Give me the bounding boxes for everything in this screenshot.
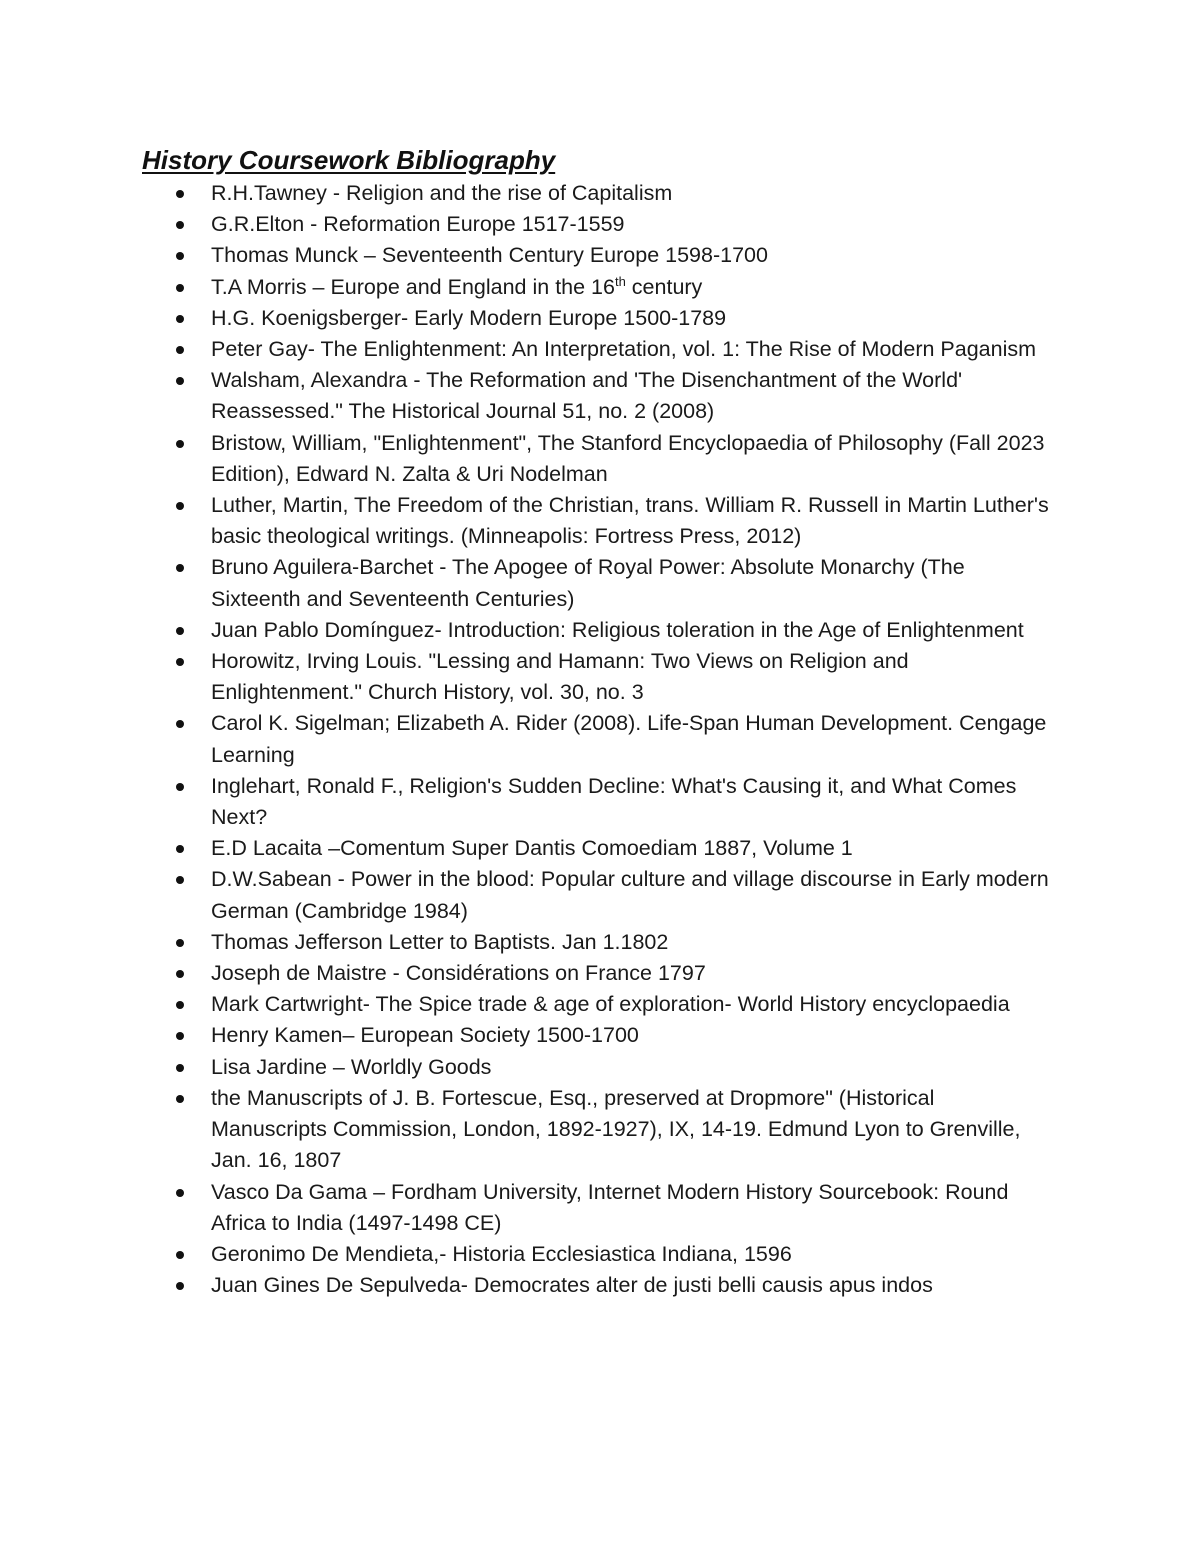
entry-text: R.H.Tawney - Religion and the rise of Capitalism bbox=[211, 181, 673, 205]
bullet-icon bbox=[176, 1095, 184, 1103]
bullet-icon bbox=[176, 1282, 184, 1290]
entry-text-main: T.A Morris – Europe and England in the 16 bbox=[211, 274, 615, 299]
list-item bbox=[0, 958, 1051, 989]
entry-text: Luther, Martin, The Freedom of the Christian, trans. William R. Russell in Martin Luther's basic theological writings. (Minneapolis: Fortress Press, 2012) bbox=[211, 493, 1049, 549]
list-item bbox=[0, 864, 1051, 926]
entry-text: Inglehart, Ronald F., Religion's Sudden Decline: What's Causing it, and What Comes Next? bbox=[211, 773, 1017, 830]
entry-text: Walsham, Alexandra - The Reformation and 'The Disenchantment of the World' Reassessed." The Historical Journal 51, no. 2 (2008) bbox=[211, 368, 963, 424]
entry-text: E.D Lacaita –Comentum Super Dantis Comoediam 1887, Volume 1 bbox=[211, 836, 853, 861]
list-item bbox=[0, 178, 1051, 209]
bullet-icon bbox=[176, 845, 184, 853]
list-item bbox=[0, 272, 1051, 303]
page-title: History Coursework Bibliography bbox=[142, 145, 556, 175]
entry-text: Bristow, William, "Enlightenment", The Stanford Encyclopaedia of Philosophy (Fall 2023 Edition), Edward N. Zalta & Uri Nodelman bbox=[211, 430, 1045, 486]
bullet-icon bbox=[176, 627, 184, 635]
list-item bbox=[0, 1239, 1051, 1270]
bullet-icon bbox=[176, 1032, 184, 1040]
bullet-icon bbox=[176, 346, 184, 354]
list-item bbox=[0, 708, 1051, 770]
list-item bbox=[0, 1052, 1051, 1083]
bullet-icon bbox=[176, 377, 184, 385]
bullet-icon bbox=[176, 720, 184, 728]
entry-text: Thomas Jefferson Letter to Baptists. Jan 1.1802 bbox=[211, 929, 669, 954]
bullet-icon bbox=[176, 440, 184, 448]
bullet-icon bbox=[176, 502, 184, 510]
list-item bbox=[0, 989, 1051, 1020]
list-item bbox=[0, 240, 1051, 271]
entry-text: Geronimo De Mendieta,- Historia Ecclesiastica Indiana, 1596 bbox=[211, 1241, 792, 1266]
list-item bbox=[0, 428, 1051, 490]
list-item bbox=[0, 209, 1051, 240]
bullet-icon bbox=[176, 658, 184, 666]
bullet-icon bbox=[176, 783, 184, 791]
bullet-icon bbox=[176, 315, 184, 323]
list-item bbox=[0, 365, 1051, 427]
bullet-icon bbox=[176, 252, 184, 260]
list-item bbox=[0, 490, 1051, 552]
list-item bbox=[0, 1270, 1051, 1301]
list-item bbox=[0, 1020, 1051, 1051]
list-item bbox=[0, 1177, 1051, 1239]
list-item bbox=[0, 334, 1051, 365]
entry-text: Henry Kamen– European Society 1500-1700 bbox=[211, 1023, 639, 1048]
list-item bbox=[0, 552, 1051, 614]
bullet-icon bbox=[176, 939, 184, 947]
bullet-icon bbox=[176, 1064, 184, 1072]
entry-text: Juan Gines De Sepulveda- Democrates alter de justi belli causis apus indos bbox=[211, 1273, 933, 1298]
list-item bbox=[0, 833, 1051, 864]
bullet-icon bbox=[176, 564, 184, 572]
bullet-icon bbox=[176, 1251, 184, 1259]
entry-text: G.R.Elton - Reformation Europe 1517-1559 bbox=[211, 212, 625, 237]
entry-text: Thomas Munck – Seventeenth Century Europe 1598-1700 bbox=[211, 243, 768, 268]
list-item bbox=[0, 771, 1051, 833]
entry-text-tail: century bbox=[625, 274, 703, 299]
list-item bbox=[0, 927, 1051, 958]
list-item bbox=[0, 646, 1051, 708]
bullet-icon bbox=[176, 876, 184, 884]
entry-text: Peter Gay- The Enlightenment: An Interpretation, vol. 1: The Rise of Modern Paganism bbox=[211, 337, 1037, 362]
bullet-icon bbox=[176, 970, 184, 978]
entry-text: Lisa Jardine – Worldly Goods bbox=[211, 1054, 492, 1079]
bullet-icon bbox=[176, 190, 184, 198]
bullet-icon bbox=[176, 1189, 184, 1197]
list-item bbox=[0, 615, 1051, 646]
bibliography-list bbox=[0, 178, 1200, 1301]
bullet-icon bbox=[176, 1001, 184, 1009]
entry-text: D.W.Sabean - Power in the blood: Popular culture and village discourse in Early modern German (Cambridge 1984) bbox=[211, 867, 1049, 923]
entry-text: Horowitz, Irving Louis. "Lessing and Hamann: Two Views on Religion and Enlightenment." Church History, vol. 30, no. 3 bbox=[211, 649, 909, 705]
bullet-icon bbox=[176, 221, 184, 229]
entry-text: H.G. Koenigsberger- Early Modern Europe 1500-1789 bbox=[211, 305, 727, 330]
entry-text bbox=[211, 275, 702, 299]
bullet-icon bbox=[176, 284, 184, 292]
entry-text: the Manuscripts of J. B. Fortescue, Esq., preserved at Dropmore" (Historical Manuscripts Commission, London, 1892-1927), IX, 14-19. Edmund Lyon to Grenville, Jan. 16, 1807 bbox=[211, 1085, 1021, 1173]
entry-text: Juan Pablo Domínguez- Introduction: Religious toleration in the Age of Enlightenment bbox=[211, 617, 1024, 642]
entry-text: Vasco Da Gama – Fordham University, Internet Modern History Sourcebook: Round Africa to India (1497-1498 CE) bbox=[211, 1179, 1009, 1235]
entry-text: Bruno Aguilera-Barchet - The Apogee of Royal Power: Absolute Monarchy (The Sixteenth and Seventeenth Centuries) bbox=[211, 555, 965, 611]
entry-text: Carol K. Sigelman; Elizabeth A. Rider (2008). Life-Span Human Development. Cengage Learning bbox=[211, 711, 1047, 767]
entry-text: Mark Cartwright- The Spice trade & age of exploration- World History encyclopaedia bbox=[211, 992, 1010, 1017]
entry-text: Joseph de Maistre - Considérations on France 1797 bbox=[211, 961, 706, 986]
list-item bbox=[0, 1083, 1051, 1177]
list-item bbox=[0, 303, 1051, 334]
ordinal-superscript: th bbox=[614, 273, 626, 289]
